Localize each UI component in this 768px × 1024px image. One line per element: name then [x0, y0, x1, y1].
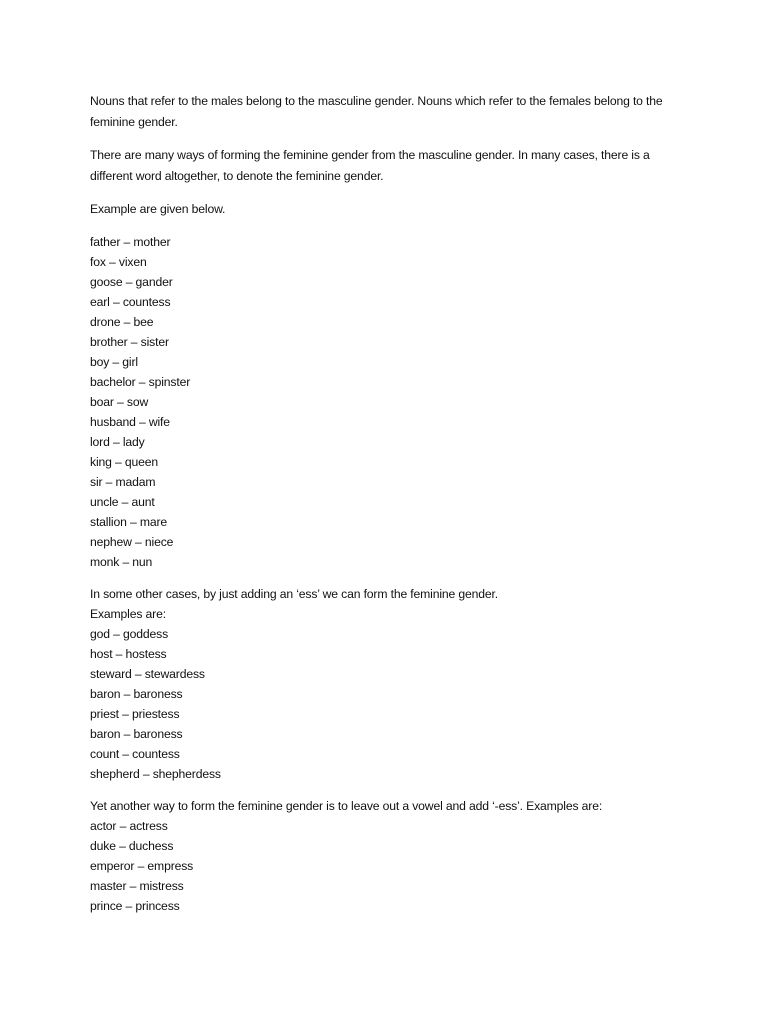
list-item: emperor – empress [90, 859, 194, 873]
list-item: nephew – niece [90, 535, 174, 549]
list-item: uncle – aunt [90, 495, 155, 509]
list-item: count – countess [90, 747, 180, 761]
list-item: host – hostess [90, 647, 167, 661]
document-page [90, 91, 690, 928]
list-item: bachelor – spinster [90, 375, 191, 389]
list-item: father – mother [90, 235, 171, 249]
examples-intro: Example are given below. [90, 202, 226, 216]
list-item: monk – nun [90, 555, 153, 569]
list-item: lord – lady [90, 435, 145, 449]
list-item: god – goddess [90, 627, 169, 641]
vowel-intro: Yet another way to form the feminine gender is to leave out a vowel and add ‘-ess’. Examples are: [90, 799, 603, 813]
vowel-words-list [90, 796, 690, 916]
ess-words-list [90, 584, 690, 784]
list-item: stallion – mare [90, 515, 168, 529]
intro-paragraph: Nouns that refer to the males belong to the masculine gender. Nouns which refer to the females belong to the feminine gender. [90, 94, 663, 129]
list-item: brother – sister [90, 335, 169, 349]
list-item: king – queen [90, 455, 158, 469]
list-item: steward – stewardess [90, 667, 205, 681]
list-item: drone – bee [90, 315, 154, 329]
list-item: husband – wife [90, 415, 170, 429]
list-item: duke – duchess [90, 839, 174, 853]
list-item: sir – madam [90, 475, 156, 489]
list-item: fox – vixen [90, 255, 147, 269]
list-item: prince – princess [90, 899, 180, 913]
list-item: shepherd – shepherdess [90, 767, 221, 781]
different-words-list [90, 232, 690, 572]
list-item: baron – baroness [90, 727, 183, 741]
list-item: boar – sow [90, 395, 149, 409]
ess-examples-label: Examples are: [90, 607, 166, 621]
list-item: master – mistress [90, 879, 184, 893]
list-item: boy – girl [90, 355, 138, 369]
ways-paragraph: There are many ways of forming the feminine gender from the masculine gender. In many cases, there is a different word altogether, to denote the feminine gender. [90, 148, 650, 183]
ess-intro: In some other cases, by just adding an ‘ess’ we can form the feminine gender. [90, 587, 499, 601]
list-item: earl – countess [90, 295, 171, 309]
list-item: goose – gander [90, 275, 173, 289]
list-item: baron – baroness [90, 687, 183, 701]
list-item: priest – priestess [90, 707, 180, 721]
list-item: actor – actress [90, 819, 168, 833]
